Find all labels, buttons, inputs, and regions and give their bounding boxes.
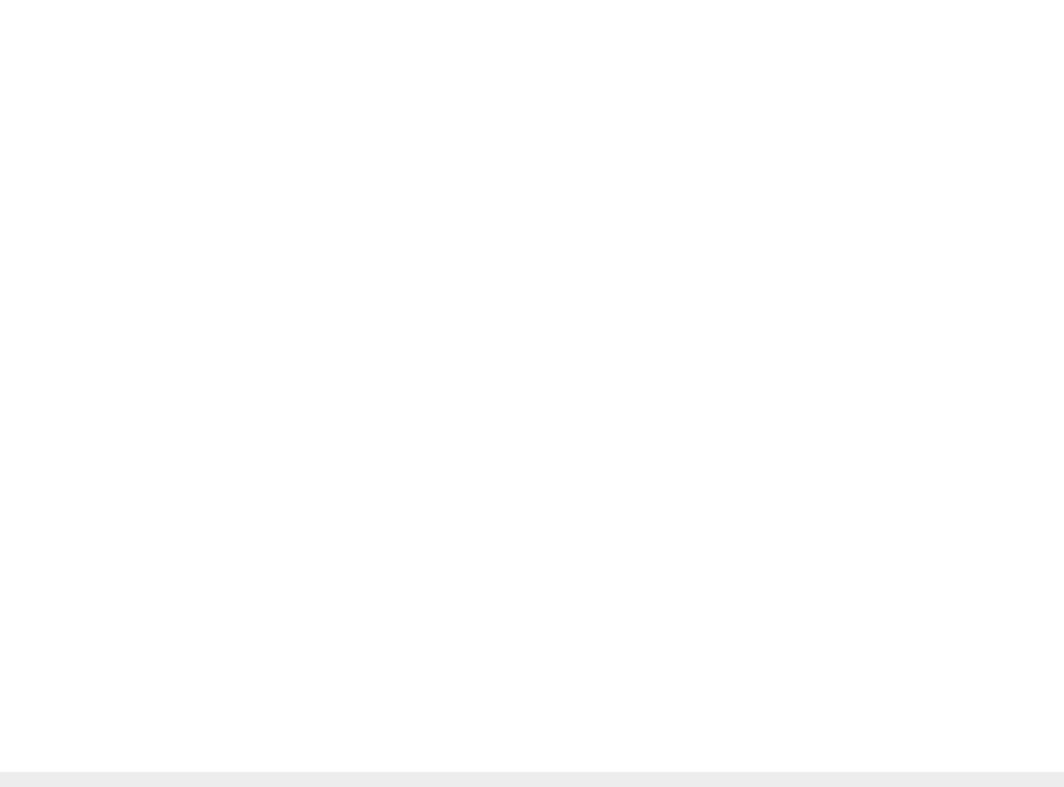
phase-headers	[0, 0, 1064, 112]
phase-columns	[6, 117, 1036, 780]
